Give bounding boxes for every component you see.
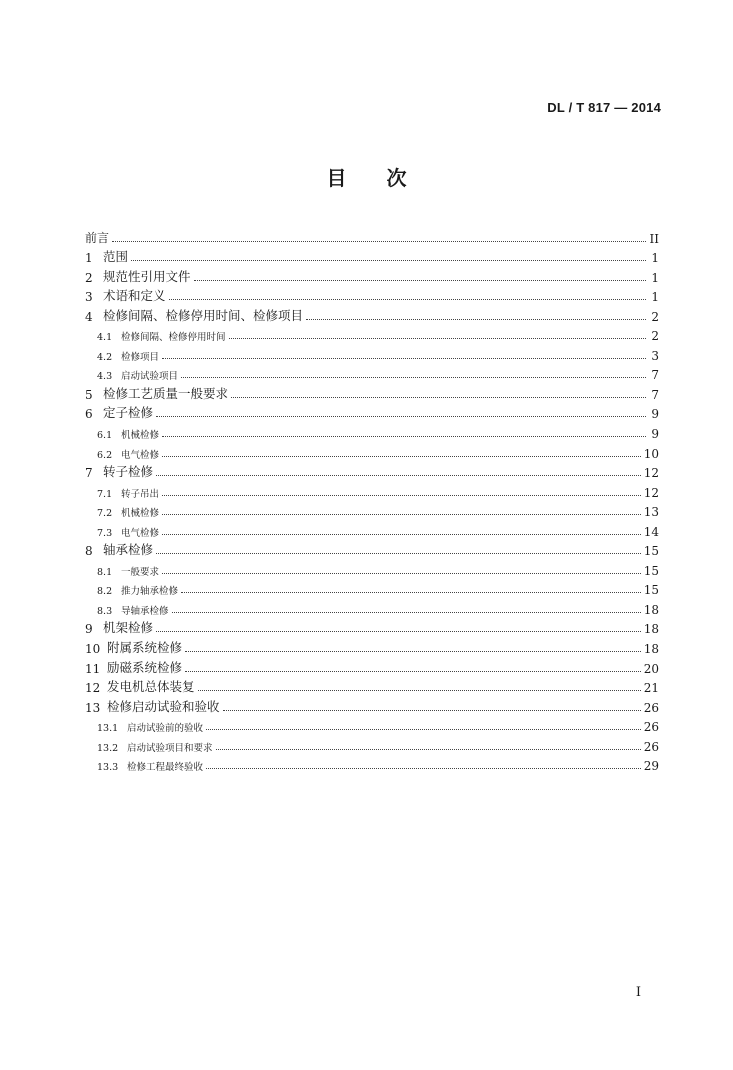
toc-entry-title: 术语和定义 <box>103 288 166 304</box>
toc-entry-title: 电气检修 <box>121 527 160 539</box>
toc-dot-leader <box>172 612 641 613</box>
toc-dot-leader <box>181 592 641 593</box>
toc-entry[interactable] <box>85 265 659 285</box>
toc-entry-number: 6.2 <box>97 449 113 461</box>
toc-entry[interactable] <box>85 363 659 383</box>
toc-dot-leader <box>112 241 646 242</box>
toc-dot-leader <box>198 690 641 691</box>
toc-entry-title: 机架检修 <box>103 620 154 636</box>
table-of-contents <box>85 226 659 773</box>
toc-entry-page: 18 <box>643 602 659 617</box>
toc-entry-title: 机械检修 <box>121 508 160 520</box>
toc-entry-page: 1 <box>651 290 659 305</box>
toc-entry-number: 7.3 <box>97 527 113 539</box>
toc-entry[interactable] <box>85 578 659 598</box>
toc-dot-leader <box>162 534 641 535</box>
toc-entry[interactable] <box>85 285 659 305</box>
toc-entry-number: 1 <box>85 251 93 266</box>
toc-entry-page: 9 <box>651 427 659 442</box>
toc-entry-title: 检修间隔、检修停用时间 <box>121 332 226 344</box>
toc-dot-leader <box>206 729 641 730</box>
toc-entry[interactable] <box>85 324 659 344</box>
toc-entry-page: 20 <box>643 661 659 676</box>
toc-entry-page: 15 <box>643 544 659 559</box>
page-folio: I <box>635 985 641 1000</box>
toc-entry-number: 3 <box>85 290 93 305</box>
toc-entry-number: 2 <box>85 270 93 285</box>
toc-entry[interactable] <box>85 382 659 402</box>
toc-entry[interactable] <box>85 246 659 266</box>
toc-entry-title: 导轴承检修 <box>121 605 169 617</box>
toc-entry-title: 前言 <box>85 230 110 245</box>
toc-entry-page: 10 <box>643 446 659 461</box>
toc-entry[interactable] <box>85 226 659 246</box>
toc-entry-title: 检修项目 <box>121 351 160 363</box>
toc-dot-leader <box>156 631 641 632</box>
toc-entry-title: 励磁系统检修 <box>107 659 183 675</box>
toc-entry[interactable] <box>85 695 659 715</box>
toc-entry-page: 26 <box>643 739 659 754</box>
toc-entry-page: 2 <box>651 309 659 324</box>
toc-entry-number: 8 <box>85 544 93 559</box>
toc-entry[interactable] <box>85 754 659 774</box>
toc-entry-number: 11 <box>85 661 101 676</box>
toc-entry-number: 6.1 <box>97 430 113 442</box>
toc-entry[interactable] <box>85 519 659 539</box>
toc-entry[interactable] <box>85 500 659 520</box>
toc-entry-page: 1 <box>651 251 659 266</box>
toc-dot-leader <box>162 456 641 457</box>
toc-entry-page: 29 <box>643 759 659 774</box>
toc-dot-leader <box>194 280 646 281</box>
toc-entry-title: 机械检修 <box>121 430 160 442</box>
toc-entry[interactable] <box>85 402 659 422</box>
toc-entry-page: 14 <box>643 524 659 539</box>
toc-entry-number: 4 <box>85 309 93 324</box>
toc-entry-number: 5 <box>85 387 93 402</box>
toc-dot-leader <box>156 416 646 417</box>
toc-dot-leader <box>229 338 646 339</box>
toc-dot-leader <box>156 553 641 554</box>
toc-entry[interactable] <box>85 617 659 637</box>
toc-title-part2: 次 <box>386 166 407 190</box>
toc-entry-page: 18 <box>643 622 659 637</box>
toc-title-part1: 目 <box>326 166 347 190</box>
toc-entry[interactable] <box>85 597 659 617</box>
toc-entry-page: 7 <box>651 368 659 383</box>
toc-dot-leader <box>216 749 641 750</box>
toc-entry[interactable] <box>85 441 659 461</box>
toc-dot-leader <box>169 299 646 300</box>
toc-entry-number: 7.1 <box>97 488 113 500</box>
toc-entry[interactable] <box>85 539 659 559</box>
toc-entry[interactable] <box>85 461 659 481</box>
toc-entry-page: II <box>649 231 659 246</box>
toc-entry-title: 范围 <box>103 249 129 265</box>
toc-entry-page: 21 <box>643 681 659 696</box>
toc-dot-leader <box>206 768 641 769</box>
toc-entry-number: 8.3 <box>97 605 113 617</box>
toc-entry-title: 推力轴承检修 <box>121 586 179 598</box>
toc-entry-page: 12 <box>643 485 659 500</box>
toc-entry-number: 13.3 <box>97 762 119 774</box>
toc-entry-page: 2 <box>651 329 659 344</box>
toc-entry-title: 附属系统检修 <box>107 640 183 656</box>
toc-entry-number: 13.1 <box>97 723 119 735</box>
toc-entry-number: 6 <box>85 407 93 422</box>
toc-entry-page: 15 <box>643 583 659 598</box>
toc-entry-title: 轴承检修 <box>103 542 154 558</box>
toc-entry-title: 转子检修 <box>103 464 154 480</box>
toc-entry-number: 4.2 <box>97 351 113 363</box>
toc-entry-number: 13 <box>85 700 101 715</box>
toc-entry-number: 8.1 <box>97 566 113 578</box>
toc-entry-page: 3 <box>651 348 659 363</box>
toc-entry-title: 启动试验前的验收 <box>127 723 204 735</box>
toc-dot-leader <box>162 573 641 574</box>
toc-entry-page: 1 <box>651 270 659 285</box>
toc-entry-number: 13.2 <box>97 742 119 754</box>
toc-dot-leader <box>306 319 646 320</box>
toc-entry-number: 4.3 <box>97 371 113 383</box>
toc-entry[interactable] <box>85 636 659 656</box>
toc-entry-title: 规范性引用文件 <box>103 268 191 284</box>
toc-title <box>0 162 733 191</box>
toc-dot-leader <box>223 710 641 711</box>
toc-dot-leader <box>156 475 641 476</box>
toc-dot-leader <box>162 358 646 359</box>
toc-entry-number: 8.2 <box>97 586 113 598</box>
toc-entry-number: 4.1 <box>97 332 113 344</box>
toc-entry-number: 12 <box>85 681 101 696</box>
toc-entry-title: 发电机总体装复 <box>107 679 195 695</box>
toc-entry-page: 15 <box>643 563 659 578</box>
toc-entry-title: 检修间隔、检修停用时间、检修项目 <box>103 307 304 323</box>
toc-entry-page: 13 <box>643 505 659 520</box>
toc-entry-title: 启动试验项目和要求 <box>127 742 213 754</box>
toc-entry-title: 一般要求 <box>121 566 160 578</box>
toc-entry-title: 电气检修 <box>121 449 160 461</box>
toc-entry-page: 26 <box>643 720 659 735</box>
toc-entry[interactable] <box>85 656 659 676</box>
document-code: DL / T 817 — 2014 <box>547 100 661 115</box>
toc-entry-title: 转子吊出 <box>121 488 160 500</box>
toc-entry-number: 9 <box>85 622 93 637</box>
toc-entry-page: 12 <box>643 466 659 481</box>
toc-entry-title: 检修工艺质量一般要求 <box>103 385 229 401</box>
toc-dot-leader <box>131 260 646 261</box>
toc-entry[interactable] <box>85 304 659 324</box>
toc-dot-leader <box>231 397 646 398</box>
toc-entry-title: 定子检修 <box>103 405 154 421</box>
toc-entry-title: 启动试验项目 <box>121 371 179 383</box>
toc-dot-leader <box>162 514 641 515</box>
toc-entry-number: 7.2 <box>97 508 113 520</box>
toc-entry[interactable] <box>85 676 659 696</box>
toc-entry[interactable] <box>85 421 659 441</box>
toc-dot-leader <box>162 436 646 437</box>
toc-dot-leader <box>162 495 641 496</box>
toc-entry-page: 9 <box>651 407 659 422</box>
toc-entry-number: 10 <box>85 642 101 657</box>
toc-entry-page: 7 <box>651 387 659 402</box>
toc-entry-title: 检修工程最终验收 <box>127 762 204 774</box>
toc-entry-number: 7 <box>85 466 93 481</box>
toc-entry-page: 18 <box>643 642 659 657</box>
toc-entry[interactable] <box>85 480 659 500</box>
toc-dot-leader <box>185 671 641 672</box>
toc-entry[interactable] <box>85 715 659 735</box>
toc-dot-leader <box>185 651 641 652</box>
toc-entry-page: 26 <box>643 700 659 715</box>
toc-entry[interactable] <box>85 558 659 578</box>
toc-entry[interactable] <box>85 734 659 754</box>
toc-entry[interactable] <box>85 343 659 363</box>
toc-entry-title: 检修启动试验和验收 <box>107 698 220 714</box>
toc-dot-leader <box>181 377 646 378</box>
